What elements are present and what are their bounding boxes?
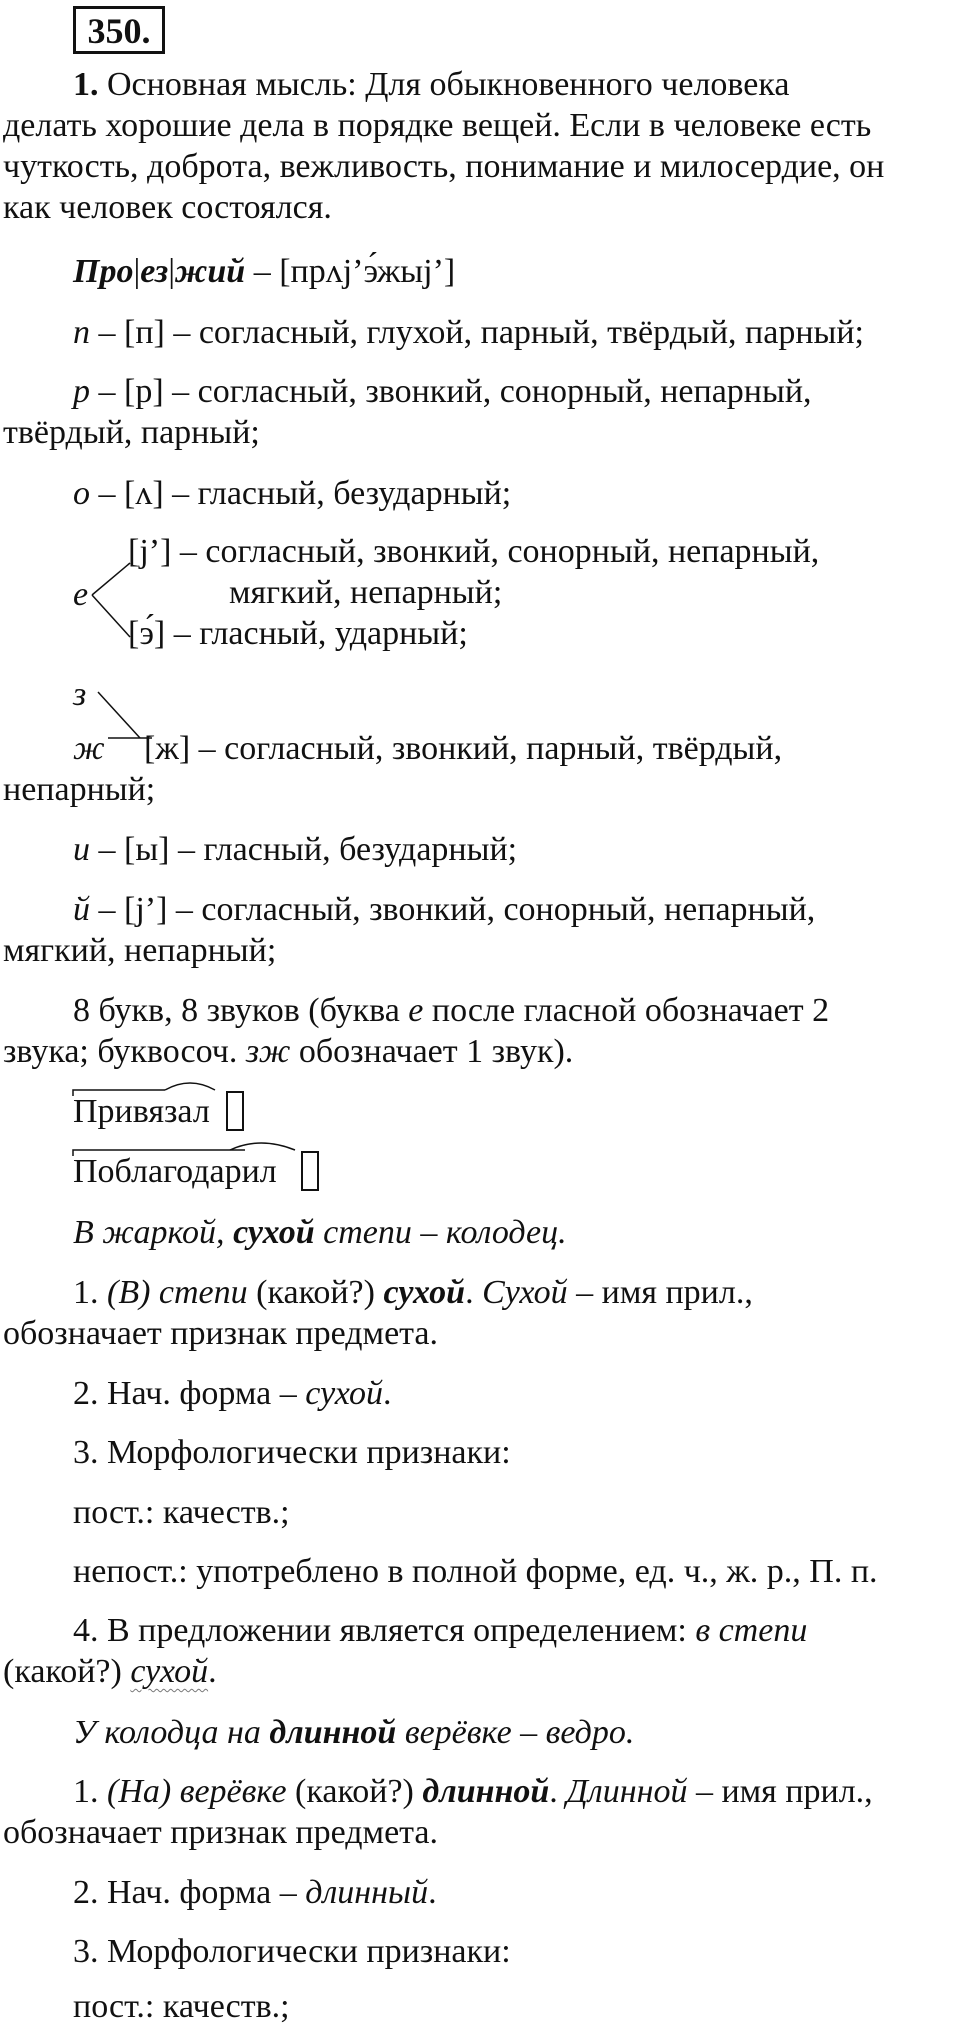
analysis-2-line-4: 3. Морфологически признаки: [73,1933,511,1970]
description: – [р] – согласный, звонкий, сонорный, непарный, [90,373,812,410]
letter-zh-line-2: непарный; [3,771,156,808]
count-text: 8 букв, 8 звуков (буква [73,992,409,1029]
sentence-part: У колодца на [73,1714,270,1751]
letter-r-line-2: твёрдый, парный; [3,414,260,451]
step-number: 1. [73,1274,107,1311]
analysis-1-line-2: обозначает признак предмета. [3,1315,439,1352]
letter-y-line [73,890,815,930]
main-idea-line-3: чуткость, доброта, вежливость, понимание и милосердие, он [3,148,885,185]
sentence-2 [73,1713,634,1753]
adjective-ref: Длинной [566,1773,688,1810]
letter: р [73,373,90,410]
punctuation: . [428,1874,437,1911]
count-letter: е [408,992,424,1029]
root: ез [140,253,169,290]
main-idea-text: Основная мысль: Для обыкновенного человека [98,66,790,103]
description: – [п] – согласный, глухой, парный, твёрдый, парный; [90,314,864,351]
noun-phrase: (В) степи [107,1274,248,1311]
morph-marks-2 [70,1138,320,1198]
morph-word-2: Поблагодарил [73,1153,277,1190]
sentence-1 [73,1213,567,1253]
sentence-key-word: сухой [233,1214,315,1251]
letter-zh-line: [ж] – согласный, звонкий, парный, твёрдый, [144,730,783,767]
initial-form: сухой [305,1375,384,1412]
analysis-1-line-5: пост.: качеств.; [73,1494,290,1531]
letter-e-sound-2: [э́] – гласный, ударный; [128,615,468,652]
count-text: звука; буквосоч. [3,1033,246,1070]
letter-r-line [73,372,812,412]
text: 2. Нач. форма – [73,1375,306,1412]
analysis-1-line-8 [3,1652,217,1692]
analysis-2-line-5: пост.: качеств.; [73,1988,290,2025]
letter-p-line [73,313,864,353]
separator: | [133,253,141,290]
sentence-part: степи – колодец. [314,1214,567,1251]
letter-zh: ж [73,730,105,767]
punctuation: . [465,1274,483,1311]
count-letters: зж [245,1033,291,1070]
letter-z: з [73,676,87,713]
description: – [ы] – гласный, безударный; [90,831,518,868]
text: 2. Нач. форма – [73,1874,306,1911]
initial-form: длинный [305,1874,429,1911]
analysis-2-line-3 [73,1873,437,1913]
letter-e: е [73,576,89,613]
letter-o-line [73,474,511,514]
letter-y-line-2: мягкий, непарный; [3,932,277,969]
sentence-part: В жаркой, [73,1214,234,1251]
punctuation: . [208,1653,217,1690]
noun-phrase: в степи [695,1612,808,1649]
description: – [ʌ] – гласный, безударный; [90,475,512,512]
main-idea-line-4: как человек состоялся. [3,189,332,226]
adjective-underlined: сухой [130,1653,209,1690]
morph-marks-1 [70,1078,250,1138]
question: (какой?) [3,1653,131,1690]
count-line-1 [73,991,829,1031]
adjective: сухой [383,1274,466,1311]
sentence-key-word: длинной [269,1714,397,1751]
letter: п [73,314,90,351]
count-text: обозначает 1 звук). [290,1033,574,1070]
count-text: после гласной обозначает 2 [423,992,830,1029]
noun-phrase: (На) верёвке [107,1773,287,1810]
step-number: 1. [73,1773,107,1810]
text: – имя прил., [567,1274,753,1311]
letter-e-sound-1: [j’] – согласный, звонкий, сонорный, непарный, [128,533,820,570]
analysis-1-line-7 [73,1611,807,1651]
analysis-2-line-1 [73,1772,873,1812]
analysis-1-line-6: непост.: употреблено в полной форме, ед. ч., ж. р., П. п. [73,1553,878,1590]
letter: и [73,831,90,868]
letter-i-line [73,830,517,870]
text: 4. В предложении является определением: [73,1612,696,1649]
text: – имя прил., [687,1773,873,1810]
suffix: жий [175,253,246,290]
prefix: Про [73,253,134,290]
question: (какой?) [247,1274,384,1311]
separator: | [168,253,175,290]
task-number: 350. [73,6,165,54]
punctuation: . [383,1375,392,1412]
main-idea-line-2: делать хорошие дела в порядке вещей. Если в человеке есть [3,107,872,144]
main-idea-line-1 [73,65,789,105]
adjective: длинной [422,1773,550,1810]
transcription: – [прʌj’э́жыj’] [245,253,456,290]
morph-word-1: Привязал [73,1093,210,1130]
question: (какой?) [286,1773,423,1810]
sentence-part: верёвке – ведро. [396,1714,635,1751]
count-line-2 [3,1032,573,1072]
analysis-1-line-4: 3. Морфологически признаки: [73,1434,511,1471]
word-morpheme-line [73,252,455,292]
letter: й [73,891,90,928]
analysis-1-line-1 [73,1273,753,1313]
punctuation: . [549,1773,567,1810]
letter: о [73,475,90,512]
analysis-2-line-2: обозначает признак предмета. [3,1814,439,1851]
analysis-1-line-3 [73,1374,392,1414]
adjective-ref: Сухой [482,1274,568,1311]
letter-e-sound-1-cont: мягкий, непарный; [229,574,503,611]
item-number: 1. [73,66,99,103]
description: – [j’] – согласный, звонкий, сонорный, непарный, [90,891,816,928]
